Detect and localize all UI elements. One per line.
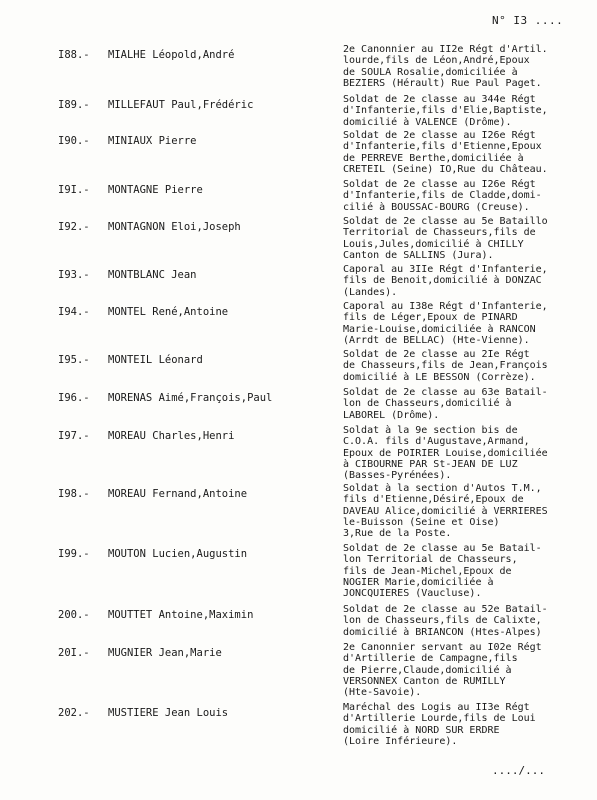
entry-description — [343, 483, 597, 539]
description-line: (Arrdt de BELLAC) (Hte-Vienne). — [343, 334, 530, 346]
description-line: lon de Chasseurs,domicilié à — [343, 398, 512, 410]
description-line: d'Infanterie,fils d'Etienne,Epoux — [343, 141, 542, 153]
entry-name: MONTEL René,Antoine — [108, 306, 229, 318]
description-line: d'Artillerie Lourde,fils de Loui — [343, 713, 536, 725]
entry-number: I89.- — [58, 99, 90, 111]
description-line: fils de Léger,Epoux de PINARD — [343, 312, 518, 324]
description-line: de Pierre,Claude,domicilié à — [343, 664, 512, 676]
description-line: lon de Chasseurs,fils de Calixte, — [343, 615, 542, 627]
description-line: de Chasseurs,fils de Jean,François — [343, 360, 548, 372]
description-line: fils d'Etienne,Désiré,Epoux de — [343, 494, 524, 506]
description-line: (Basses-Pyrénées). — [343, 470, 452, 482]
description-line: domicilié à NORD SUR ERDRE — [343, 724, 500, 736]
description-line: DAVEAU Alice,domicilié à VERRIERES — [343, 505, 548, 517]
entry-description — [343, 642, 597, 698]
entry-name: MINIAUX Pierre — [108, 135, 197, 147]
description-line: LABOREL (Drôme). — [343, 409, 440, 421]
description-line: (Loire Inférieure). — [343, 735, 458, 747]
description-line: Soldat de 2e classe au 52e Batail- — [343, 604, 548, 615]
description-line: 2e Canonnier au II2e Régt d'Artil. — [343, 44, 548, 55]
entry-description — [343, 425, 597, 481]
description-line: d'Infanterie,fils d'Elie,Baptiste, — [343, 105, 548, 117]
entry-name: MOREAU Charles,Henri — [108, 430, 235, 442]
description-line: fils de Benoit,domicilié à DONZAC — [343, 275, 542, 287]
entry-description — [343, 604, 597, 638]
entry-description — [343, 264, 597, 298]
description-line: lon Territorial de Chasseurs, — [343, 554, 518, 566]
entry-description — [343, 44, 597, 89]
entry-name: MONTEIL Léonard — [108, 354, 203, 366]
entry-number: I97.- — [58, 430, 90, 442]
description-line: le-Buisson (Seine et Oise) — [343, 516, 500, 528]
description-line: de SOULA Rosalie,domiciliée à — [343, 66, 518, 78]
description-line: Soldat de 2e classe au 5e Batail- — [343, 543, 542, 554]
entry-number: I92.- — [58, 221, 90, 233]
description-line: fils de Jean-Michel,Epoux de — [343, 565, 512, 577]
entry-number: 202.- — [58, 707, 90, 719]
description-line: Caporal au 3IIe Régt d'Infanterie, — [343, 264, 548, 275]
entry-description — [343, 94, 597, 128]
description-line: d'Artillerie de Campagne,fils — [343, 653, 518, 665]
description-line: C.O.A. fils d'Augustave,Armand, — [343, 436, 530, 448]
entry-description — [343, 216, 597, 261]
entry-name: MONTAGNE Pierre — [108, 184, 203, 196]
entry-description — [343, 130, 597, 175]
description-line: Soldat de 2e classe au 63e Batail- — [343, 387, 548, 398]
description-line: domicilié à LE BESSON (Corrèze). — [343, 371, 536, 383]
description-line: (Landes). — [343, 286, 398, 298]
description-line: VERSONNEX Canton de RUMILLY — [343, 675, 506, 687]
entry-number: I90.- — [58, 135, 90, 147]
entry-number: I94.- — [58, 306, 90, 318]
entry-name: MUSTIERE Jean Louis — [108, 707, 229, 719]
description-line: Louis,Jules,domicilié à CHILLY — [343, 238, 524, 250]
description-line: domicilié à BRIANCON (Htes-Alpes) — [343, 626, 542, 638]
description-line: Soldat à la 9e section bis de — [343, 425, 518, 436]
entry-number: I96.- — [58, 392, 90, 404]
description-line: Epoux de POIRIER Louise,domiciliée — [343, 447, 548, 459]
description-line: de PERREVE Berthe,domiciliée à — [343, 152, 524, 164]
entry-number: I93.- — [58, 269, 90, 281]
entry-name: MOREAU Fernand,Antoine — [108, 488, 248, 500]
description-line: Soldat de 2e classe au I26e Régt — [343, 179, 536, 190]
entry-description — [343, 387, 597, 421]
description-line: à CIBOURNE PAR St-JEAN DE LUZ — [343, 458, 518, 470]
description-line: cilié à BOUSSAC-BOURG (Creuse). — [343, 201, 530, 213]
description-line: Soldat de 2e classe au 344e Régt — [343, 94, 536, 105]
description-line: Soldat de 2e classe au I26e Régt — [343, 130, 536, 141]
description-line: Caporal au I38e Régt d'Infanterie, — [343, 301, 548, 312]
description-line: d'Infanterie,fils de Cladde,domi- — [343, 190, 542, 202]
description-line: 3,Rue de la Poste. — [343, 528, 452, 540]
continuation-mark: ..../... — [492, 764, 545, 777]
description-line: Soldat à la section d'Autos T.M., — [343, 483, 542, 494]
description-line: domicilié à VALENCE (Drôme). — [343, 116, 512, 128]
description-line: (Hte-Savoie). — [343, 687, 422, 699]
description-line: NOGIER Marie,domiciliée à — [343, 576, 494, 588]
entry-name: MOUTON Lucien,Augustin — [108, 548, 248, 560]
description-line: BEZIERS (Hérault) Rue Paul Paget. — [343, 77, 542, 89]
description-line: JONCQUIERES (Vaucluse). — [343, 588, 482, 600]
description-line: CRETEIL (Seine) IO,Rue du Château. — [343, 163, 548, 175]
entry-name: MILLEFAUT Paul,Frédéric — [108, 99, 254, 111]
entry-description — [343, 702, 597, 747]
description-line: Soldat de 2e classe au 5e Bataillo — [343, 216, 548, 227]
entry-name: MUGNIER Jean,Marie — [108, 647, 222, 659]
description-line: Soldat de 2e classe au 2Ie Régt — [343, 349, 530, 360]
entry-name: MONTBLANC Jean — [108, 269, 197, 281]
entry-number: I9I.- — [58, 184, 90, 196]
entry-description — [343, 301, 597, 346]
description-line: Canton de SALLINS (Jura). — [343, 249, 494, 261]
entry-name: MORENAS Aimé,François,Paul — [108, 392, 273, 404]
entry-description — [343, 349, 597, 383]
description-line: Marie-Louise,domiciliée à RANCON — [343, 323, 536, 335]
entry-number: 20I.- — [58, 647, 90, 659]
description-line: lourde,fils de Léon,André,Epoux — [343, 55, 530, 67]
page-number: N° I3 .... — [492, 14, 564, 27]
entry-name: MONTAGNON Eloi,Joseph — [108, 221, 241, 233]
entry-number: 200.- — [58, 609, 90, 621]
description-line: 2e Canonnier servant au I02e Régt — [343, 642, 542, 653]
entry-number: I95.- — [58, 354, 90, 366]
entry-number: I99.- — [58, 548, 90, 560]
description-line: Maréchal des Logis au II3e Régt — [343, 702, 530, 713]
entry-name: MIALHE Léopold,André — [108, 49, 235, 61]
entry-number: I88.- — [58, 49, 90, 61]
entry-name: MOUTTET Antoine,Maximin — [108, 609, 254, 621]
description-line: Territorial de Chasseurs,fils de — [343, 227, 536, 239]
entry-number: I98.- — [58, 488, 90, 500]
entry-description — [343, 179, 597, 213]
entry-description — [343, 543, 597, 599]
